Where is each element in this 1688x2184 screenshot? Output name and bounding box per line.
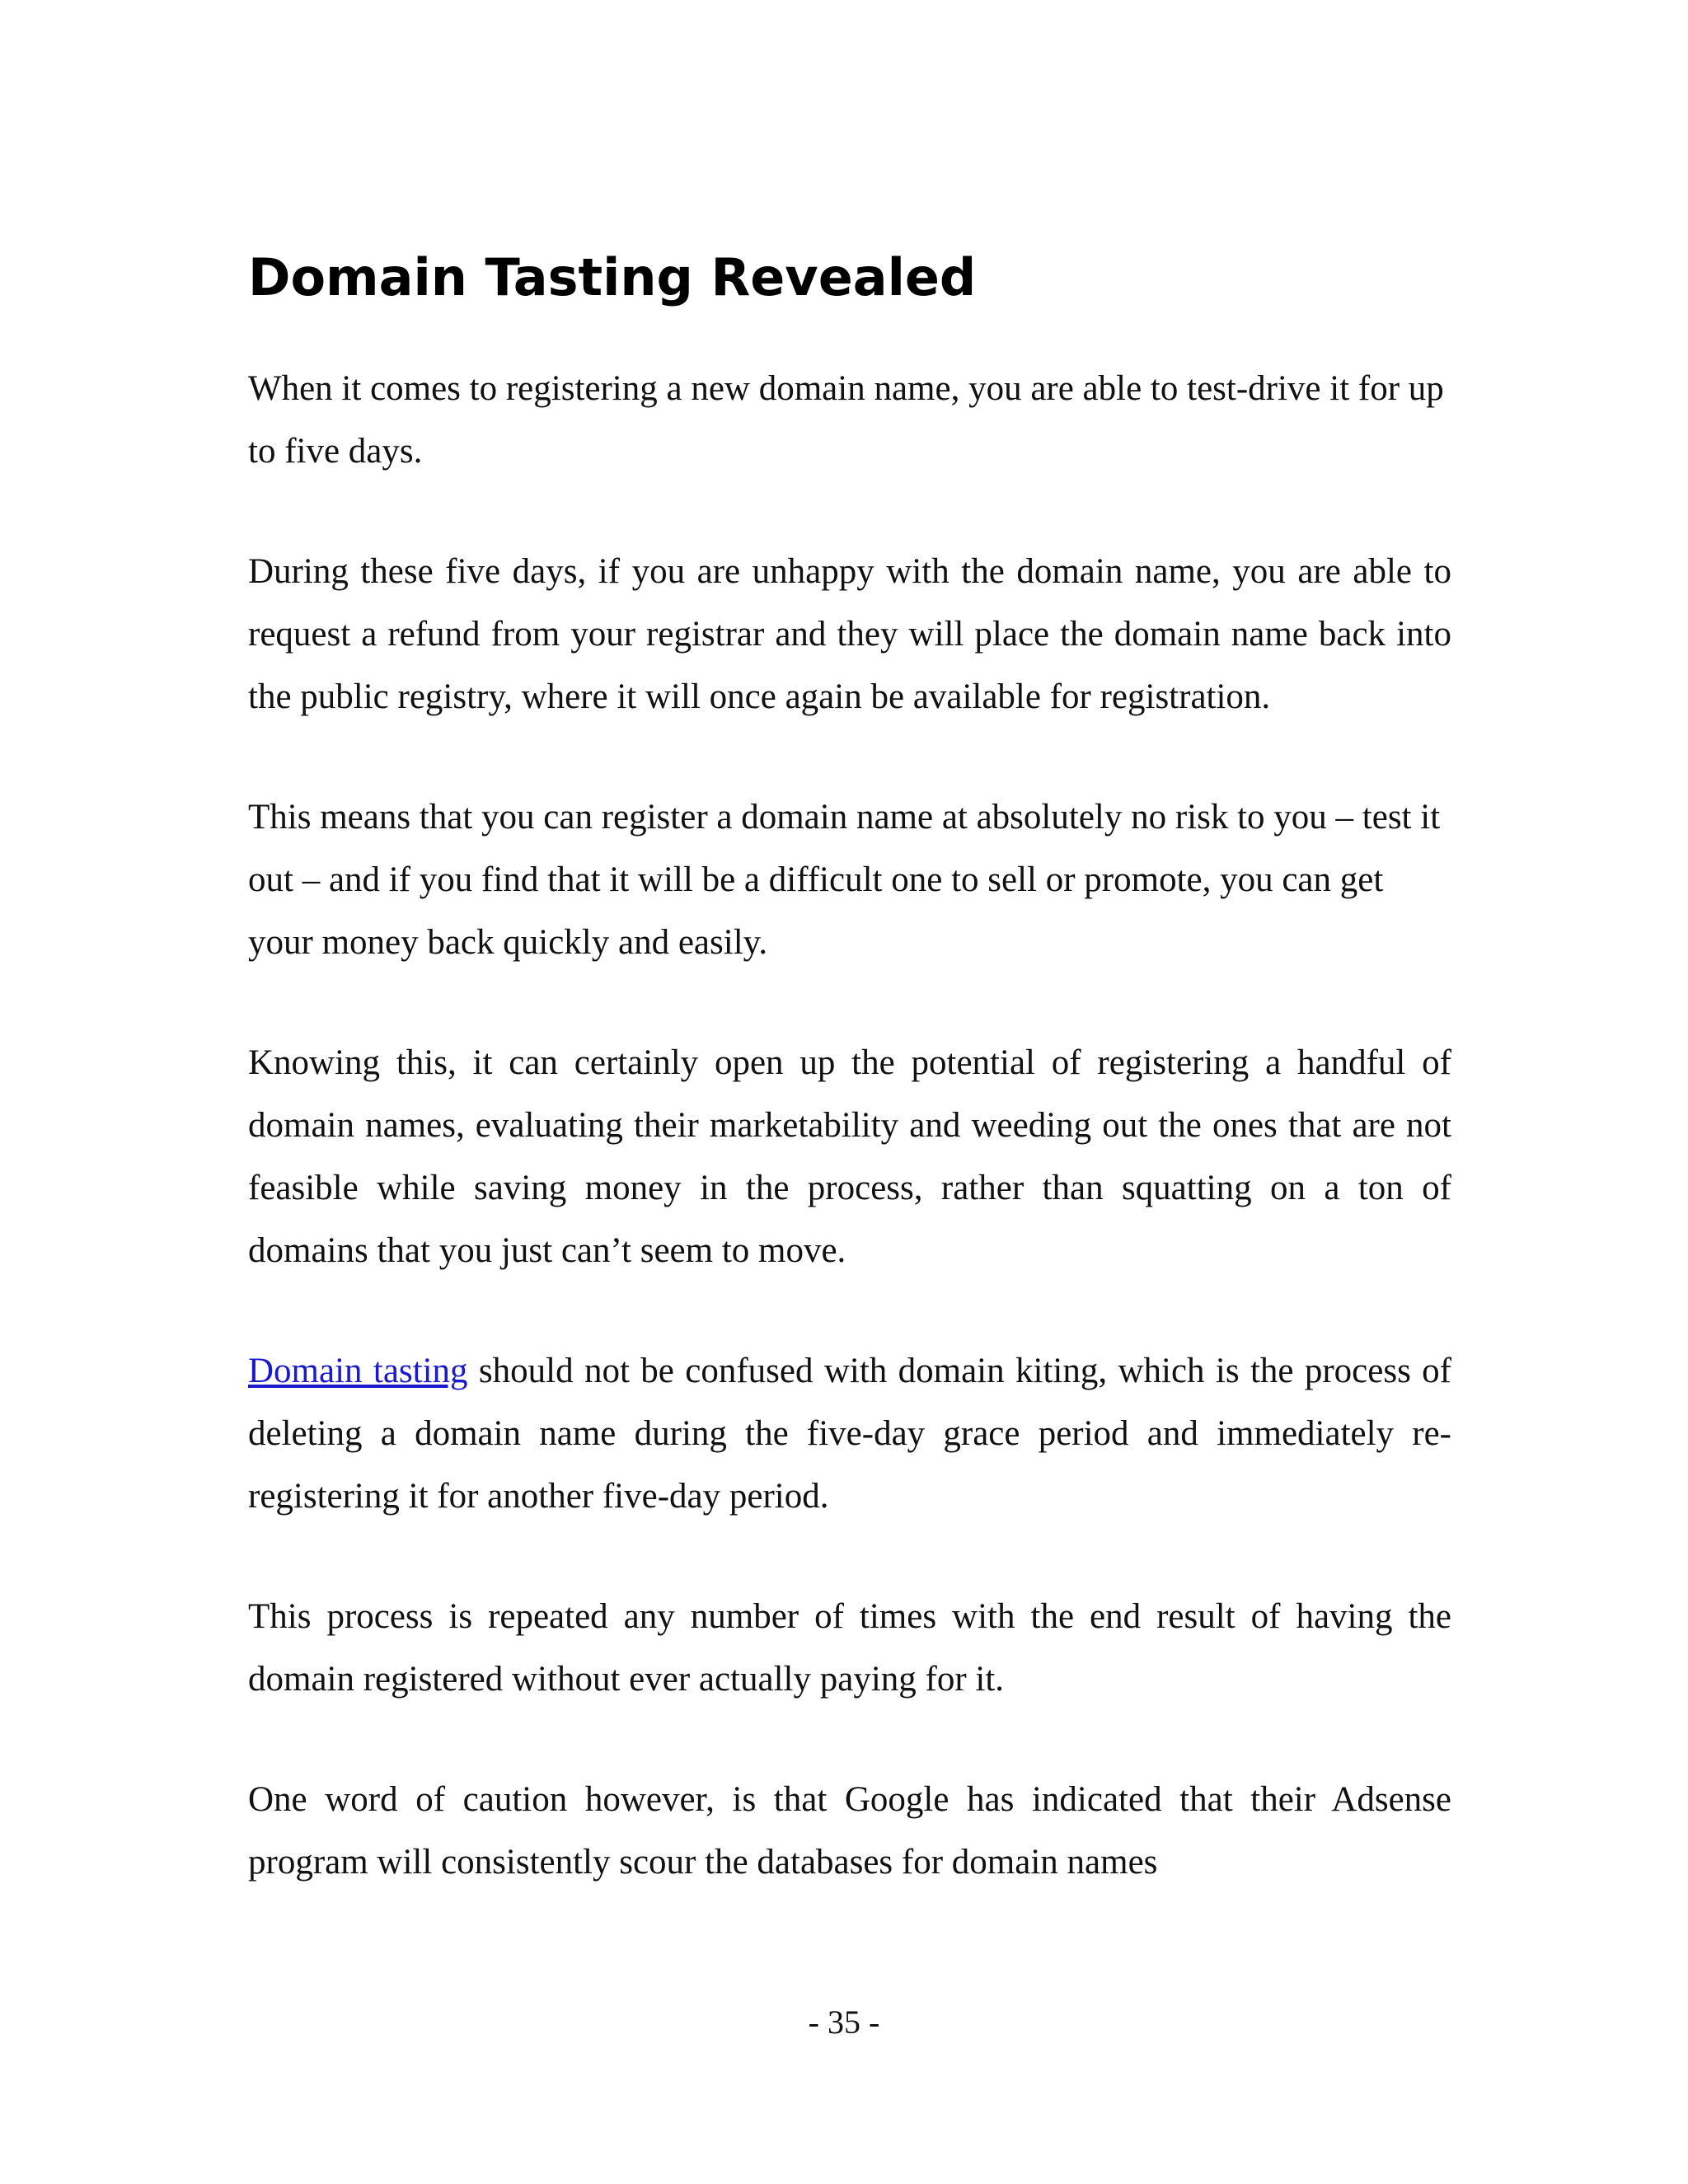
paragraph-5 <box>248 1340 1451 1528</box>
paragraph-4: Knowing this, it can certainly open up the potential of registering a handful of domain names, evaluating their marketability and weeding out the ones that are not feasible while saving money in the process, rather than squatting on a ton of domains that you just can’t seem to move. <box>248 1043 1451 1271</box>
page-content <box>248 247 1451 1952</box>
paragraph-6: This process is repeated any number of times with the end result of having the domain registered without ever actually paying for it. <box>248 1597 1451 1699</box>
paragraph-7: One word of caution however, is that Google has indicated that their Adsense program will consistently scour the databases for domain names <box>248 1780 1451 1882</box>
page-number: - 35 - <box>808 2004 880 2041</box>
paragraph-5-text: should not be confused with domain kiting, which is the process of deleting a domain name during the five-day grace period and immediately re-registering it for another five-day period. <box>248 1352 1451 1516</box>
paragraph-2: During these five days, if you are unhappy with the domain name, you are able to request a refund from your registrar and they will place the domain name back into the public registry, where it will once again be available for registration. <box>248 552 1451 717</box>
paragraph-3: This means that you can register a domain name at absolutely no risk to you – test it out – and if you find that it will be a difficult one to sell or promote, you can get your money back quickly and easily. <box>248 798 1441 963</box>
page-title: Domain Tasting Revealed <box>248 247 977 307</box>
domain-tasting-link[interactable]: Domain tasting <box>248 1352 468 1391</box>
paragraph-1: When it comes to registering a new domain name, you are able to test-drive it for up to five days. <box>248 369 1444 471</box>
